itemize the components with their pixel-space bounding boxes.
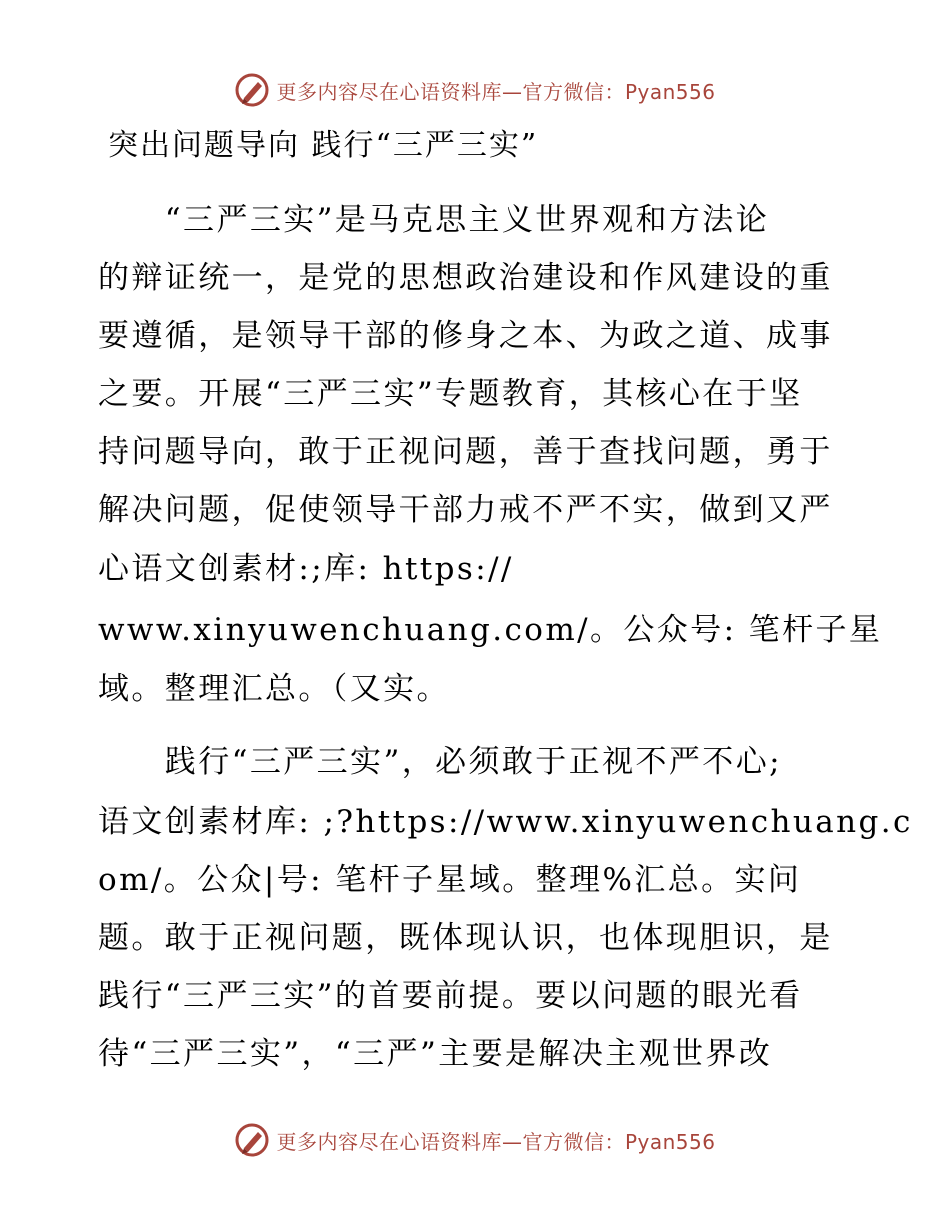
body-line: 要遵循，是领导干部的修身之本、为政之道、成事: [98, 318, 833, 354]
body-line: 的辩证统一，是党的思想政治建设和作风建设的重: [98, 260, 833, 296]
body-line: 践行“三严三实”，必须敢于正视不严不心;: [98, 744, 782, 780]
article-title: 突出问题导向 践行“三严三实”: [108, 128, 539, 163]
body-line: 待“三严三实”，“三严”主要是解决主观世界改: [98, 1036, 773, 1072]
body-line: 语文创素材库: ;?https://www.xinyuwenchuang.c: [98, 804, 913, 840]
body-line: 践行“三严三实”的首要前提。要以问题的眼光看: [98, 978, 803, 1014]
body-line: 持问题导向，敢于正视问题，善于查找问题，勇于: [98, 434, 833, 470]
body-line: 心语文创素材:;库: https://: [98, 551, 514, 587]
body-line: 域。整理汇总。（又实。: [98, 671, 450, 707]
pen-logo-icon: [234, 1122, 270, 1158]
footer-banner-text: 更多内容尽在心语资料库—官方微信：Pyan556: [276, 1129, 716, 1154]
header-banner-text: 更多内容尽在心语资料库—官方微信：Pyan556: [276, 79, 716, 104]
pen-logo-icon: [234, 72, 270, 108]
header-banner: [0, 72, 950, 108]
body-line: www.xinyuwenchuang.com/。公众号: 笔杆子星: [98, 612, 883, 648]
body-line: om/。公众|号: 笔杆子星域。整理%汇总。实问: [98, 862, 802, 898]
body-line: 题。敢于正视问题，既体现认识，也体现胆识，是: [98, 920, 833, 956]
body-line: 解决问题，促使领导干部力戒不严不实，做到又严: [98, 492, 833, 528]
body-line: “三严三实”是马克思主义世界观和方法论: [98, 202, 770, 238]
body-line: 之要。开展“三严三实”专题教育，其核心在于坚: [98, 376, 803, 412]
footer-banner: [0, 1122, 950, 1158]
